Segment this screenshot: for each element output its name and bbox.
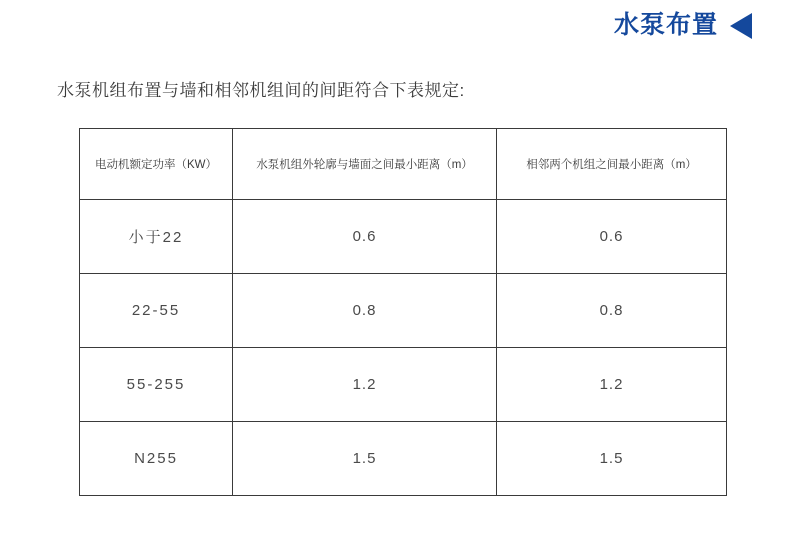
- cell-power: 22-55: [80, 274, 233, 348]
- spec-table: [79, 128, 727, 496]
- cell-wall-distance: 1.2: [233, 348, 497, 422]
- cell-unit-distance: 0.8: [497, 274, 727, 348]
- cell-power: 55-255: [80, 348, 233, 422]
- table-header-cell-unit-distance: 相邻两个机组之间最小距离（m）: [497, 129, 727, 200]
- page-header: [614, 12, 752, 39]
- cell-unit-distance: 0.6: [497, 200, 727, 274]
- cell-wall-distance: 1.5: [233, 422, 497, 496]
- cell-unit-distance: 1.5: [497, 422, 727, 496]
- cell-unit-distance: 1.2: [497, 348, 727, 422]
- cell-power: N255: [80, 422, 233, 496]
- table-header-cell-wall-distance: 水泵机组外轮廓与墙面之间最小距离（m）: [233, 129, 497, 200]
- cell-wall-distance: 0.8: [233, 274, 497, 348]
- table-header-cell-power: 电动机额定功率（KW）: [80, 129, 233, 200]
- cell-power: 小于22: [80, 200, 233, 274]
- table-row: [80, 200, 727, 274]
- left-pointing-triangle-icon: [730, 13, 752, 39]
- cell-wall-distance: 0.6: [233, 200, 497, 274]
- table-row: [80, 274, 727, 348]
- table-header-row: [80, 129, 727, 200]
- page-title: 水泵布置: [613, 11, 718, 39]
- table-row: [80, 422, 727, 496]
- table-row: [80, 348, 727, 422]
- intro-text: 水泵机组布置与墙和相邻机组间的间距符合下表规定:: [57, 81, 465, 100]
- spec-table-container: [79, 128, 711, 496]
